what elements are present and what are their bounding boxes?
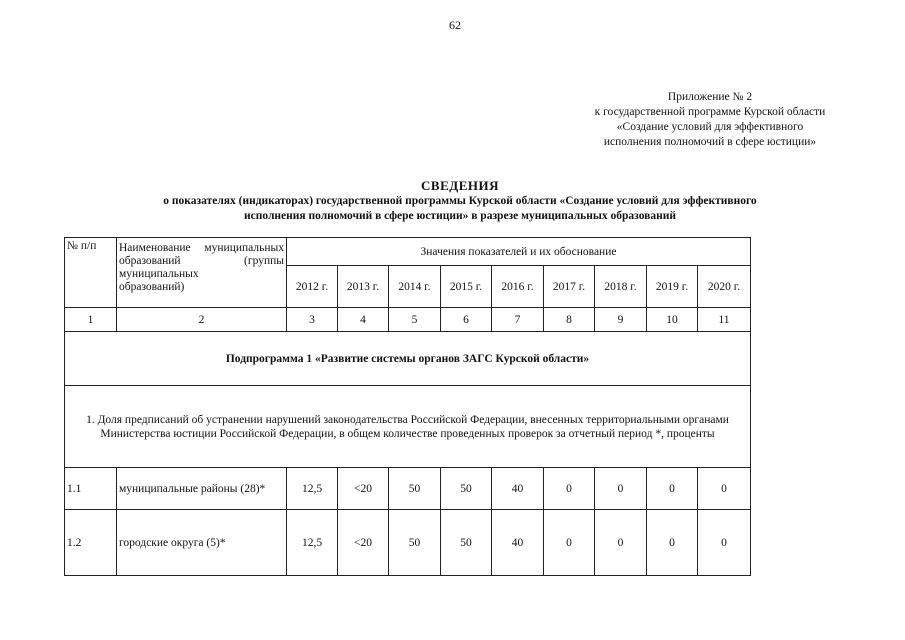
appendix-line-4: исполнения полномочий в сфере юстиции» (603, 136, 817, 148)
row-value: 0 (698, 510, 751, 576)
header-values-group: Значения показателей и их обоснование (287, 238, 751, 266)
title-subtitle-line-2: исполнения полномочий в сфере юстиции» в разрезе муниципальных образований (244, 210, 676, 222)
row-value: 0 (698, 468, 751, 510)
header-year: 2013 г. (338, 266, 389, 308)
row-value: 0 (595, 468, 647, 510)
column-number-row (65, 308, 751, 332)
column-number: 3 (287, 308, 338, 332)
appendix-line-2: к государственной программе Курской области (594, 106, 826, 118)
row-value: <20 (338, 468, 389, 510)
row-value: 50 (441, 510, 492, 576)
title-subtitle-line-1: о показателях (индикаторах) государственной программы Курской области «Создание условий для эффективного (163, 195, 757, 207)
row-value: 50 (441, 468, 492, 510)
subprogram-title: Подпрограмма 1 «Развитие системы органов ЗАГС Курской области» (65, 332, 751, 386)
page-number: 62 (449, 18, 461, 32)
header-year: 2012 г. (287, 266, 338, 308)
row-value: 40 (492, 468, 544, 510)
column-number: 6 (441, 308, 492, 332)
column-number: 10 (647, 308, 698, 332)
row-value: 0 (647, 510, 698, 576)
row-value: 0 (595, 510, 647, 576)
indicator-title: 1. Доля предписаний об устранении нарушений законодательства Российской Федерации, внесенных территориальными органами Министерства юстиции Российской Федерации, в общем количестве проведенных проверок за отчетный период *, проценты (65, 386, 751, 468)
header-year: 2015 г. (441, 266, 492, 308)
row-value: <20 (338, 510, 389, 576)
row-value: 0 (544, 468, 595, 510)
appendix-line-3: «Создание условий для эффективного (616, 121, 804, 133)
column-number: 9 (595, 308, 647, 332)
row-value: 12,5 (287, 468, 338, 510)
header-year: 2019 г. (647, 266, 698, 308)
header-name (117, 238, 287, 308)
table-row (65, 510, 751, 576)
header-name-part-1: Наименование муниципальных образований (группы муниципальных (119, 242, 284, 280)
indicators-table (64, 237, 751, 576)
document-title (60, 178, 860, 224)
row-value: 50 (389, 510, 441, 576)
row-name: городские округа (5)* (117, 510, 287, 576)
row-value: 0 (647, 468, 698, 510)
row-no: 1.1 (65, 468, 117, 510)
header-year: 2020 г. (698, 266, 751, 308)
row-no: 1.2 (65, 510, 117, 576)
header-year: 2017 г. (544, 266, 595, 308)
row-value: 0 (544, 510, 595, 576)
appendix-line-1: Приложение № 2 (667, 91, 753, 103)
indicator-row (65, 386, 751, 468)
row-value: 50 (389, 468, 441, 510)
appendix-note (560, 90, 860, 150)
title-subtitle (60, 194, 860, 224)
row-value: 40 (492, 510, 544, 576)
column-number: 1 (65, 308, 117, 332)
column-number: 5 (389, 308, 441, 332)
header-row-top (65, 238, 751, 266)
row-value: 12,5 (287, 510, 338, 576)
column-number: 4 (338, 308, 389, 332)
header-name-part-2: образований) (119, 281, 185, 293)
table-row (65, 468, 751, 510)
header-year: 2016 г. (492, 266, 544, 308)
header-year: 2018 г. (595, 266, 647, 308)
column-number: 11 (698, 308, 751, 332)
column-number: 2 (117, 308, 287, 332)
row-name: муниципальные районы (28)* (117, 468, 287, 510)
column-number: 8 (544, 308, 595, 332)
header-no: № п/п (65, 238, 117, 308)
column-number: 7 (492, 308, 544, 332)
title-main: СВЕДЕНИЯ (421, 178, 499, 193)
header-year: 2014 г. (389, 266, 441, 308)
subprogram-row (65, 332, 751, 386)
